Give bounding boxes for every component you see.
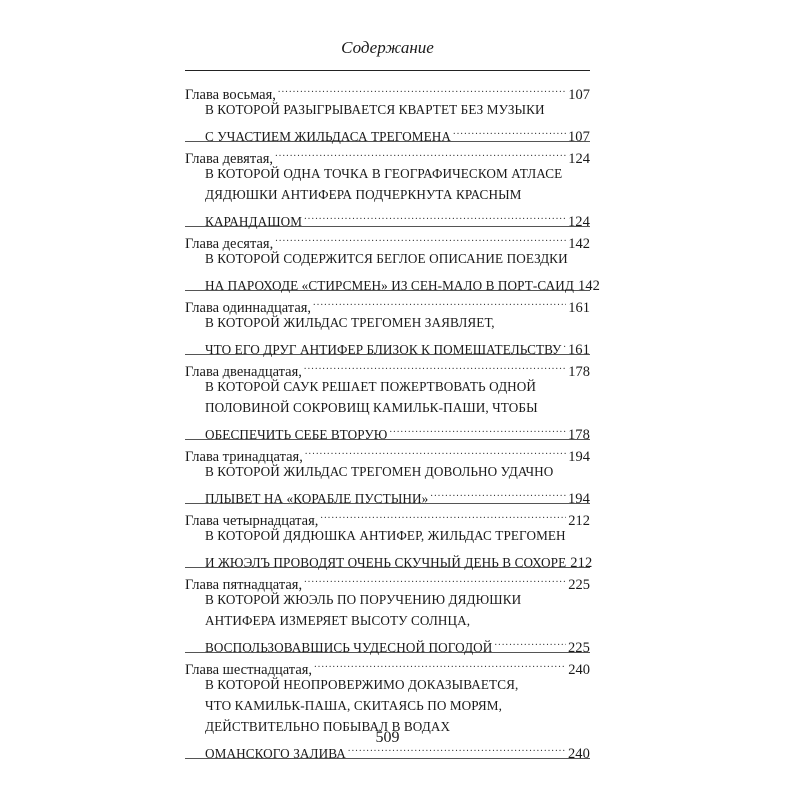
subtitle-page-number: 107 <box>567 129 590 145</box>
chapter-subtitle-line <box>185 674 590 695</box>
chapter-title: Глава шестнадцатая, <box>185 662 313 678</box>
chapter-page-number: 142 <box>568 236 590 252</box>
subtitle-text: В КОТОРОЙ САУК РЕШАЕТ ПОЖЕРТВОВАТЬ ОДНОЙ <box>205 379 537 394</box>
subtitle-text: КАРАНДАШОМ <box>205 214 303 229</box>
header-rule <box>185 70 590 71</box>
subtitle-text: ОМАНСКОГО ЗАЛИВА <box>205 746 346 761</box>
subtitle-page-number: 124 <box>567 214 590 230</box>
chapter-title: Глава двенадцатая, <box>185 364 302 380</box>
subtitle-text: В КОТОРОЙ ЖИЛЬДАС ТРЕГОМЕН ДОВОЛЬНО УДАЧНО <box>205 464 554 479</box>
subtitle-page-number: 178 <box>567 427 590 443</box>
subtitle-text: В КОТОРОЙ НЕОПРОВЕРЖИМО ДОКАЗЫВАЕТСЯ, <box>205 677 519 692</box>
subtitle-text: В КОТОРОЙ РАЗЫГРЫВАЕТСЯ КВАРТЕТ БЕЗ МУЗЫКИ <box>205 102 545 117</box>
chapter-title: Глава тринадцатая, <box>185 449 303 465</box>
dot-leader <box>313 291 566 312</box>
chapter-subtitle-line <box>185 461 590 482</box>
chapter-subtitle-line <box>185 546 593 571</box>
toc-chapter <box>185 78 590 145</box>
subtitle-text: ОБЕСПЕЧИТЬ СЕБЕ ВТОРУЮ <box>205 427 388 442</box>
dot-leader <box>430 482 566 503</box>
dot-leader <box>453 120 566 141</box>
chapter-subtitle-line <box>185 589 590 610</box>
chapter-subtitle-line <box>185 525 590 546</box>
subtitle-text: ДЕЙСТВИТЕЛЬНО ПОБЫВАЛ В ВОДАХ <box>205 719 451 734</box>
subtitle-page-number: 194 <box>567 491 590 507</box>
chapter-subtitle-line <box>185 376 590 397</box>
subtitle-text: ДЯДЮШКИ АНТИФЕРА ПОДЧЕРКНУТА КРАСНЫМ <box>205 187 522 202</box>
page-number: 509 <box>375 729 400 746</box>
subtitle-page-number: 225 <box>567 640 590 656</box>
chapter-subtitle-line <box>185 120 590 145</box>
chapter-subtitle-line <box>185 163 590 184</box>
chapter-subtitle-line <box>185 610 590 631</box>
toc-chapter <box>185 504 593 571</box>
chapter-title: Глава девятая, <box>185 151 274 167</box>
dot-leader <box>304 568 566 589</box>
toc-chapter <box>185 227 601 294</box>
subtitle-text: ПЛЫВЕТ НА «КОРАБЛЕ ПУСТЫНИ» <box>205 491 429 506</box>
toc-chapter <box>185 355 590 443</box>
chapter-title: Глава четырнадцатая, <box>185 513 319 529</box>
chapter-subtitle-line <box>185 184 590 205</box>
dot-leader <box>305 440 566 461</box>
chapter-title: Глава десятая, <box>185 236 274 252</box>
chapter-subtitle-line <box>185 248 590 269</box>
subtitle-text: В КОТОРОЙ ЖИЛЬДАС ТРЕГОМЕН ЗАЯВЛЯЕТ, <box>205 315 495 330</box>
toc-chapter-row <box>185 78 590 103</box>
table-of-contents <box>185 78 601 762</box>
subtitle-text: С УЧАСТИЕМ ЖИЛЬДАСА ТРЕГОМЕНА <box>205 129 452 144</box>
subtitle-text: ЧТО ЕГО ДРУГ АНТИФЕР БЛИЗОК К ПОМЕШАТЕЛЬСТВУ <box>205 342 562 357</box>
dot-leader <box>389 418 565 439</box>
chapter-page-number: 240 <box>568 662 590 678</box>
chapter-subtitle-line <box>185 631 590 656</box>
dot-leader <box>278 78 566 99</box>
chapter-page-number: 225 <box>568 577 590 593</box>
chapter-page-number: 161 <box>568 300 590 316</box>
subtitle-text: АНТИФЕРА ИЗМЕРЯЕТ ВЫСОТУ СОЛНЦА, <box>205 613 471 628</box>
chapter-title: Глава пятнадцатая, <box>185 577 303 593</box>
dot-leader <box>320 504 566 525</box>
subtitle-page-number: 212 <box>570 555 593 571</box>
dot-leader <box>314 653 566 674</box>
subtitle-page-number: 142 <box>577 278 601 294</box>
chapter-subtitle-line <box>185 333 590 358</box>
subtitle-text: ВОСПОЛЬЗОВАВШИСЬ ЧУДЕСНОЙ ПОГОДОЙ <box>205 640 493 655</box>
dot-leader <box>275 142 566 163</box>
subtitle-page-number: 240 <box>567 746 590 762</box>
subtitle-text: ЧТО КАМИЛЬК-ПАША, СКИТАЯСЬ ПО МОРЯМ, <box>205 698 503 713</box>
chapter-page-number: 212 <box>568 513 590 529</box>
chapter-title: Глава восьмая, <box>185 87 276 103</box>
chapter-subtitle-line <box>185 269 601 294</box>
toc-chapter <box>185 440 590 507</box>
chapter-subtitle-line <box>185 99 590 120</box>
chapter-page-number: 194 <box>568 449 590 465</box>
subtitle-page-number: 161 <box>567 342 590 358</box>
chapter-title: Глава одиннадцатая, <box>185 300 312 316</box>
subtitle-text: НА ПАРОХОДЕ «СТИРСМЕН» ИЗ СЕН-МАЛО В ПОРТ-САИД <box>205 278 574 293</box>
subtitle-text: ПОЛОВИНОЙ СОКРОВИЩ КАМИЛЬК-ПАШИ, ЧТОБЫ <box>205 400 538 415</box>
chapter-subtitle-line <box>185 482 590 507</box>
toc-chapter <box>185 291 590 358</box>
chapter-page-number: 107 <box>568 87 590 103</box>
running-head: Содержание <box>341 38 434 57</box>
chapter-subtitle-line <box>185 418 590 443</box>
chapter-page-number: 178 <box>568 364 590 380</box>
dot-leader <box>304 205 566 226</box>
chapter-page-number: 124 <box>568 151 590 167</box>
subtitle-text: В КОТОРОЙ ОДНА ТОЧКА В ГЕОГРАФИЧЕСКОМ АТЛАСЕ <box>205 166 563 181</box>
dot-leader <box>275 227 566 248</box>
subtitle-text: В КОТОРОЙ СОДЕРЖИТСЯ БЕГЛОЕ ОПИСАНИЕ ПОЕЗДКИ <box>205 251 568 266</box>
toc-chapter <box>185 142 590 230</box>
chapter-subtitle-line <box>185 205 590 230</box>
toc-chapter <box>185 568 590 656</box>
chapter-subtitle-line <box>185 312 590 333</box>
subtitle-text: В КОТОРОЙ ДЯДЮШКА АНТИФЕР, ЖИЛЬДАС ТРЕГОМЕН <box>205 528 566 543</box>
dot-leader <box>494 631 566 652</box>
subtitle-text: И ЖЮЭЛЪ ПРОВОДЯТ ОЧЕНЬ СКУЧНЫЙ ДЕНЬ В СОХОРЕ <box>205 555 567 570</box>
chapter-subtitle-line <box>185 397 590 418</box>
dot-leader <box>304 355 566 376</box>
subtitle-text: В КОТОРОЙ ЖЮЭЛЬ ПО ПОРУЧЕНИЮ ДЯДЮШКИ <box>205 592 522 607</box>
dot-leader <box>563 333 566 354</box>
chapter-subtitle-line <box>185 695 590 716</box>
